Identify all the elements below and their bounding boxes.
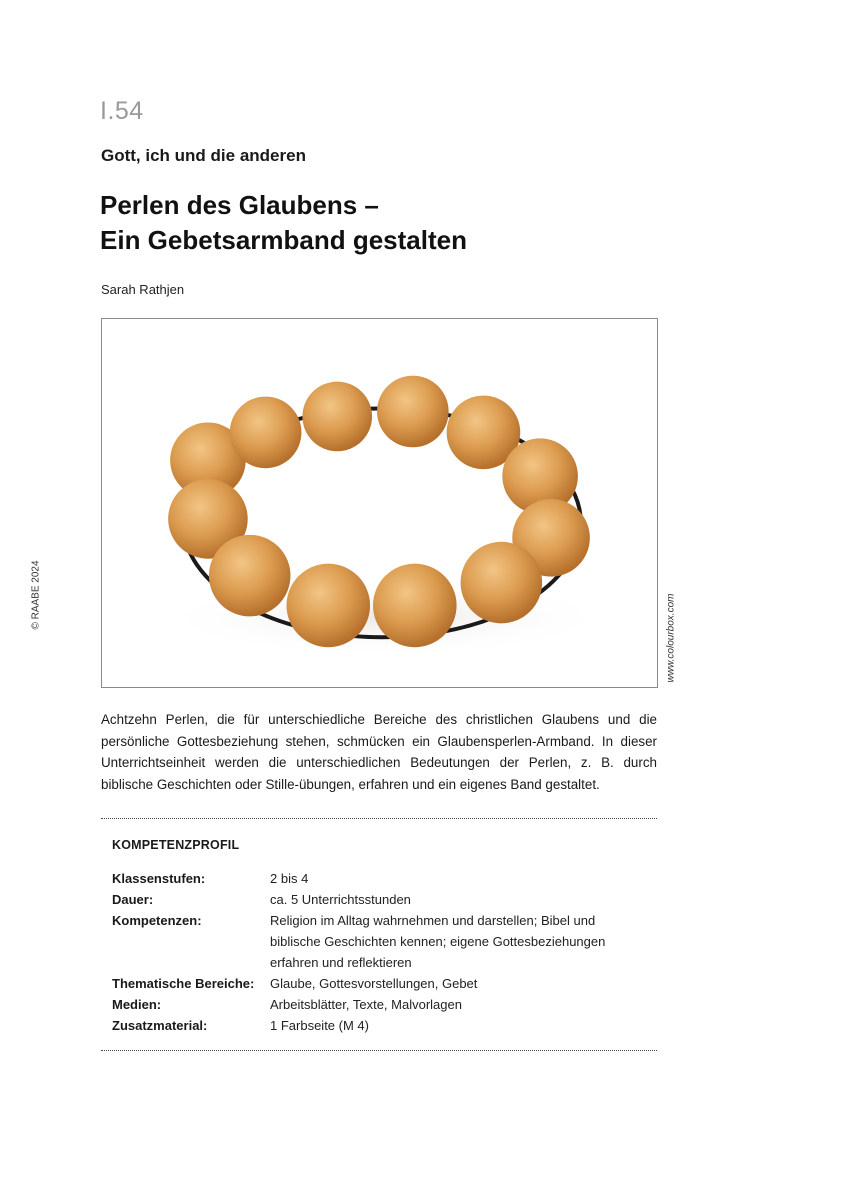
profile-row-topics (112, 973, 642, 994)
profile-value: Religion im Alltag wahrnehmen und darstellen; Bibel und biblische Geschichten kennen; eigene Gottesbeziehungen erfahren und reflektieren (270, 913, 606, 970)
title-line-2: Ein Gebetsarmband gestalten (100, 225, 467, 255)
profile-label: Dauer: (112, 892, 154, 907)
bead-bracelet-image (102, 319, 657, 687)
copyright-notice: © RAABE 2024 (30, 560, 42, 630)
divider-top (101, 818, 657, 819)
profile-label: Klassenstufen: (112, 871, 206, 886)
profile-value: ca. 5 Unterrichtsstunden (270, 892, 411, 907)
profile-label: Medien: (112, 997, 162, 1012)
title-line-1: Perlen des Glaubens – (100, 190, 379, 220)
bracelet-photo (101, 318, 658, 688)
profile-row-media (112, 994, 642, 1015)
competence-profile-heading: KOMPETENZPROFIL (112, 838, 240, 852)
divider-bottom (101, 1050, 657, 1051)
series-title: Gott, ich und die anderen (101, 146, 306, 165)
author-name: Sarah Rathjen (101, 282, 185, 297)
profile-row-competences (112, 910, 642, 973)
photo-credit: www.colourbox.com (665, 593, 677, 683)
profile-value: 1 Farbseite (M 4) (270, 1018, 369, 1033)
page-number: I.54 (100, 97, 144, 125)
profile-row-additional-material (112, 1015, 642, 1036)
profile-value: Glaube, Gottesvorstellungen, Gebet (270, 976, 478, 991)
profile-value: Arbeitsblätter, Texte, Malvorlagen (270, 997, 462, 1012)
profile-label: Zusatzmaterial: (112, 1018, 208, 1033)
competence-profile-table (112, 868, 642, 1036)
intro-paragraph: Achtzehn Perlen, die für unterschiedliche Bereiche des christlichen Glaubens und die persönliche Gottesbeziehung stehen, schmücken ein Glaubensperlen-Armband. In dieser Unterrichtseinheit werden die unterschiedlichen Bedeutungen der Perlen, z. B. durch biblische Geschichten oder Stille-übungen, erfahren und ein eigenes Band gestaltet. (101, 712, 657, 792)
profile-row-duration (112, 889, 642, 910)
profile-label: Kompetenzen: (112, 913, 202, 928)
profile-row-grade-levels (112, 868, 642, 889)
profile-label: Thematische Bereiche: (112, 976, 255, 991)
page-title (100, 188, 467, 258)
profile-value: 2 bis 4 (270, 871, 309, 886)
